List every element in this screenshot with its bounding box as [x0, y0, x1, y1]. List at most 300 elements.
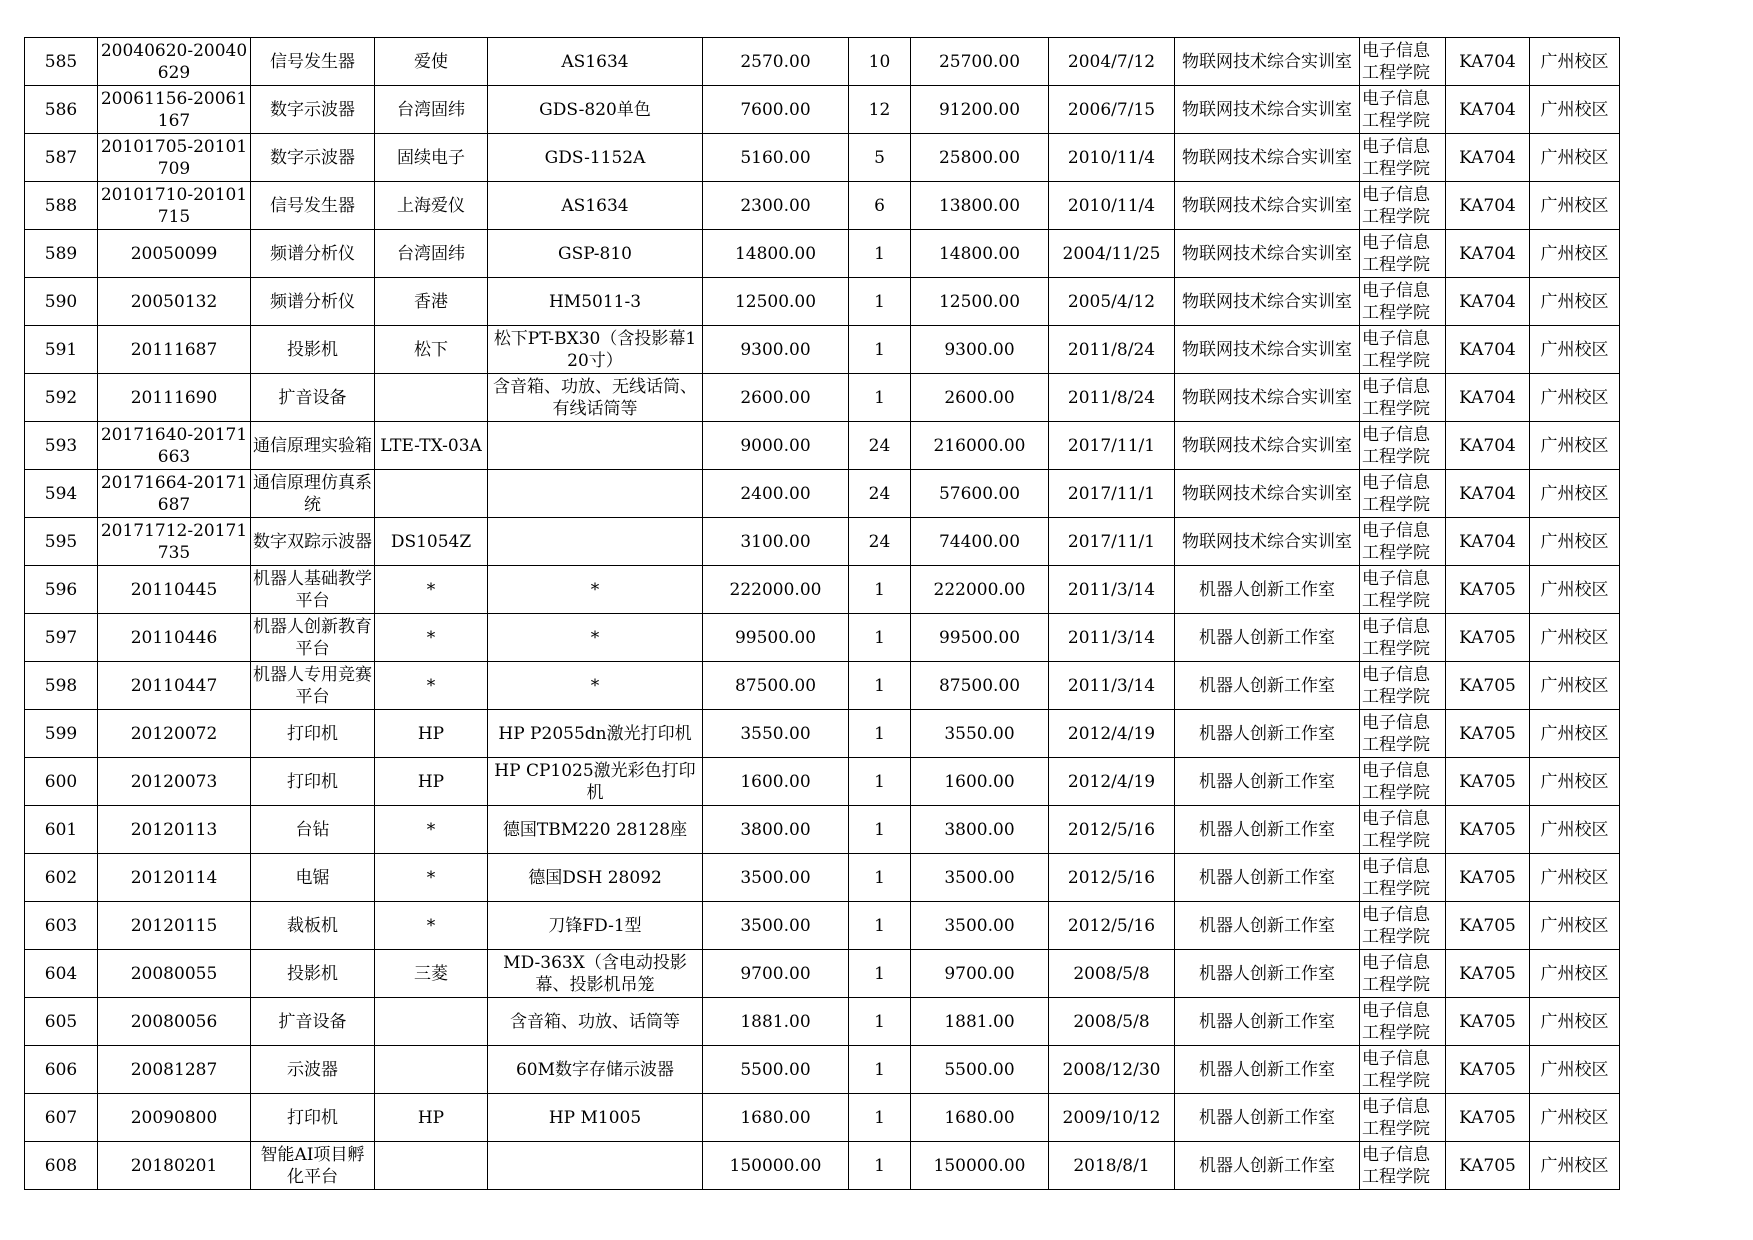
lab-name-cell: 物联网技术综合实训室: [1175, 326, 1360, 374]
equipment-name-cell: 数字示波器: [251, 86, 375, 134]
room-number-cell: KA705: [1446, 662, 1530, 710]
brand-cell: [375, 374, 488, 422]
model-spec-cell: 松下PT-BX30（含投影幕120寸）: [488, 326, 703, 374]
row-number-cell: 596: [25, 566, 98, 614]
row-number-cell: 607: [25, 1094, 98, 1142]
total-amount-cell: 25800.00: [911, 134, 1049, 182]
room-number-cell: KA705: [1446, 758, 1530, 806]
room-number-cell: KA705: [1446, 902, 1530, 950]
unit-price-cell: 87500.00: [703, 662, 849, 710]
room-number-cell: KA704: [1446, 326, 1530, 374]
department-cell: 电子信息工程学院: [1360, 326, 1446, 374]
quantity-cell: 1: [849, 998, 911, 1046]
lab-name-cell: 物联网技术综合实训室: [1175, 374, 1360, 422]
row-number-cell: 586: [25, 86, 98, 134]
brand-cell: 爱使: [375, 38, 488, 86]
room-number-cell: KA705: [1446, 710, 1530, 758]
quantity-cell: 1: [849, 566, 911, 614]
table-row: [25, 278, 1620, 326]
unit-price-cell: 2300.00: [703, 182, 849, 230]
quantity-cell: 1: [849, 1142, 911, 1190]
purchase-date-cell: 2017/11/1: [1049, 518, 1175, 566]
campus-cell: 广州校区: [1530, 230, 1620, 278]
brand-cell: LTE-TX-03A: [375, 422, 488, 470]
department-cell: 电子信息工程学院: [1360, 470, 1446, 518]
campus-cell: 广州校区: [1530, 470, 1620, 518]
purchase-date-cell: 2012/5/16: [1049, 902, 1175, 950]
row-number-cell: 595: [25, 518, 98, 566]
asset-number-cell: 20080056: [98, 998, 251, 1046]
campus-cell: 广州校区: [1530, 854, 1620, 902]
equipment-name-cell: 打印机: [251, 710, 375, 758]
model-spec-cell: *: [488, 662, 703, 710]
total-amount-cell: 3500.00: [911, 854, 1049, 902]
department-cell: 电子信息工程学院: [1360, 86, 1446, 134]
brand-cell: 上海爱仪: [375, 182, 488, 230]
purchase-date-cell: 2008/5/8: [1049, 950, 1175, 998]
department-cell: 电子信息工程学院: [1360, 230, 1446, 278]
table-row: [25, 806, 1620, 854]
equipment-name-cell: 智能AI项目孵化平台: [251, 1142, 375, 1190]
equipment-name-cell: 投影机: [251, 950, 375, 998]
total-amount-cell: 150000.00: [911, 1142, 1049, 1190]
table-row: [25, 662, 1620, 710]
brand-cell: 固续电子: [375, 134, 488, 182]
purchase-date-cell: 2011/3/14: [1049, 566, 1175, 614]
campus-cell: 广州校区: [1530, 1094, 1620, 1142]
model-spec-cell: [488, 470, 703, 518]
brand-cell: *: [375, 806, 488, 854]
equipment-name-cell: 台钻: [251, 806, 375, 854]
total-amount-cell: 12500.00: [911, 278, 1049, 326]
row-number-cell: 606: [25, 1046, 98, 1094]
quantity-cell: 1: [849, 758, 911, 806]
total-amount-cell: 14800.00: [911, 230, 1049, 278]
model-spec-cell: 德国TBM220 28128座: [488, 806, 703, 854]
total-amount-cell: 3800.00: [911, 806, 1049, 854]
unit-price-cell: 3500.00: [703, 902, 849, 950]
department-cell: 电子信息工程学院: [1360, 998, 1446, 1046]
brand-cell: HP: [375, 710, 488, 758]
purchase-date-cell: 2012/5/16: [1049, 806, 1175, 854]
room-number-cell: KA705: [1446, 1046, 1530, 1094]
total-amount-cell: 9700.00: [911, 950, 1049, 998]
equipment-name-cell: 扩音设备: [251, 374, 375, 422]
department-cell: 电子信息工程学院: [1360, 374, 1446, 422]
campus-cell: 广州校区: [1530, 518, 1620, 566]
total-amount-cell: 74400.00: [911, 518, 1049, 566]
unit-price-cell: 2400.00: [703, 470, 849, 518]
purchase-date-cell: 2008/12/30: [1049, 1046, 1175, 1094]
purchase-date-cell: 2012/4/19: [1049, 710, 1175, 758]
lab-name-cell: 机器人创新工作室: [1175, 902, 1360, 950]
unit-price-cell: 1881.00: [703, 998, 849, 1046]
asset-number-cell: 20111690: [98, 374, 251, 422]
department-cell: 电子信息工程学院: [1360, 134, 1446, 182]
unit-price-cell: 2570.00: [703, 38, 849, 86]
campus-cell: 广州校区: [1530, 998, 1620, 1046]
brand-cell: HP: [375, 1094, 488, 1142]
asset-number-cell: 20080055: [98, 950, 251, 998]
department-cell: 电子信息工程学院: [1360, 1046, 1446, 1094]
unit-price-cell: 150000.00: [703, 1142, 849, 1190]
lab-name-cell: 物联网技术综合实训室: [1175, 470, 1360, 518]
room-number-cell: KA705: [1446, 614, 1530, 662]
brand-cell: *: [375, 566, 488, 614]
row-number-cell: 588: [25, 182, 98, 230]
asset-number-cell: 20061156-20061167: [98, 86, 251, 134]
purchase-date-cell: 2004/7/12: [1049, 38, 1175, 86]
equipment-name-cell: 机器人创新教育平台: [251, 614, 375, 662]
total-amount-cell: 1600.00: [911, 758, 1049, 806]
quantity-cell: 10: [849, 38, 911, 86]
purchase-date-cell: 2011/3/14: [1049, 662, 1175, 710]
row-number-cell: 597: [25, 614, 98, 662]
lab-name-cell: 机器人创新工作室: [1175, 758, 1360, 806]
lab-name-cell: 物联网技术综合实训室: [1175, 182, 1360, 230]
asset-number-cell: 20120072: [98, 710, 251, 758]
campus-cell: 广州校区: [1530, 278, 1620, 326]
brand-cell: 台湾固纬: [375, 86, 488, 134]
quantity-cell: 1: [849, 1046, 911, 1094]
asset-number-cell: 20180201: [98, 1142, 251, 1190]
table-row: [25, 614, 1620, 662]
department-cell: 电子信息工程学院: [1360, 758, 1446, 806]
brand-cell: [375, 998, 488, 1046]
asset-number-cell: 20171712-20171735: [98, 518, 251, 566]
purchase-date-cell: 2012/5/16: [1049, 854, 1175, 902]
total-amount-cell: 216000.00: [911, 422, 1049, 470]
asset-number-cell: 20101710-20101715: [98, 182, 251, 230]
room-number-cell: KA705: [1446, 806, 1530, 854]
table-row: [25, 326, 1620, 374]
room-number-cell: KA704: [1446, 278, 1530, 326]
unit-price-cell: 14800.00: [703, 230, 849, 278]
asset-number-cell: 20120115: [98, 902, 251, 950]
total-amount-cell: 9300.00: [911, 326, 1049, 374]
row-number-cell: 587: [25, 134, 98, 182]
room-number-cell: KA705: [1446, 1142, 1530, 1190]
model-spec-cell: HP CP1025激光彩色打印机: [488, 758, 703, 806]
quantity-cell: 24: [849, 422, 911, 470]
room-number-cell: KA704: [1446, 134, 1530, 182]
total-amount-cell: 1680.00: [911, 1094, 1049, 1142]
unit-price-cell: 7600.00: [703, 86, 849, 134]
purchase-date-cell: 2004/11/25: [1049, 230, 1175, 278]
lab-name-cell: 机器人创新工作室: [1175, 1094, 1360, 1142]
purchase-date-cell: 2005/4/12: [1049, 278, 1175, 326]
equipment-name-cell: 扩音设备: [251, 998, 375, 1046]
model-spec-cell: 德国DSH 28092: [488, 854, 703, 902]
total-amount-cell: 3500.00: [911, 902, 1049, 950]
room-number-cell: KA704: [1446, 182, 1530, 230]
unit-price-cell: 9000.00: [703, 422, 849, 470]
equipment-name-cell: 电锯: [251, 854, 375, 902]
purchase-date-cell: 2018/8/1: [1049, 1142, 1175, 1190]
table-row: [25, 86, 1620, 134]
equipment-name-cell: 裁板机: [251, 902, 375, 950]
model-spec-cell: 60M数字存储示波器: [488, 1046, 703, 1094]
table-row: [25, 470, 1620, 518]
department-cell: 电子信息工程学院: [1360, 662, 1446, 710]
equipment-name-cell: 数字双踪示波器: [251, 518, 375, 566]
brand-cell: 松下: [375, 326, 488, 374]
brand-cell: HP: [375, 758, 488, 806]
purchase-date-cell: 2006/7/15: [1049, 86, 1175, 134]
quantity-cell: 24: [849, 470, 911, 518]
campus-cell: 广州校区: [1530, 710, 1620, 758]
model-spec-cell: GDS-1152A: [488, 134, 703, 182]
purchase-date-cell: 2011/3/14: [1049, 614, 1175, 662]
quantity-cell: 1: [849, 1094, 911, 1142]
department-cell: 电子信息工程学院: [1360, 902, 1446, 950]
lab-name-cell: 机器人创新工作室: [1175, 1142, 1360, 1190]
model-spec-cell: MD-363X（含电动投影幕、投影机吊笼: [488, 950, 703, 998]
equipment-name-cell: 机器人专用竞赛平台: [251, 662, 375, 710]
quantity-cell: 24: [849, 518, 911, 566]
department-cell: 电子信息工程学院: [1360, 854, 1446, 902]
asset-number-cell: 20101705-20101709: [98, 134, 251, 182]
department-cell: 电子信息工程学院: [1360, 278, 1446, 326]
purchase-date-cell: 2010/11/4: [1049, 134, 1175, 182]
department-cell: 电子信息工程学院: [1360, 710, 1446, 758]
table-row: [25, 758, 1620, 806]
equipment-name-cell: 打印机: [251, 758, 375, 806]
model-spec-cell: *: [488, 614, 703, 662]
room-number-cell: KA704: [1446, 38, 1530, 86]
quantity-cell: 6: [849, 182, 911, 230]
model-spec-cell: HP M1005: [488, 1094, 703, 1142]
model-spec-cell: AS1634: [488, 182, 703, 230]
unit-price-cell: 1680.00: [703, 1094, 849, 1142]
equipment-name-cell: 信号发生器: [251, 182, 375, 230]
department-cell: 电子信息工程学院: [1360, 422, 1446, 470]
unit-price-cell: 9700.00: [703, 950, 849, 998]
campus-cell: 广州校区: [1530, 86, 1620, 134]
table-row: [25, 230, 1620, 278]
table-row: [25, 854, 1620, 902]
total-amount-cell: 57600.00: [911, 470, 1049, 518]
unit-price-cell: 99500.00: [703, 614, 849, 662]
lab-name-cell: 物联网技术综合实训室: [1175, 518, 1360, 566]
row-number-cell: 598: [25, 662, 98, 710]
lab-name-cell: 机器人创新工作室: [1175, 614, 1360, 662]
lab-name-cell: 机器人创新工作室: [1175, 950, 1360, 998]
total-amount-cell: 3550.00: [911, 710, 1049, 758]
room-number-cell: KA704: [1446, 518, 1530, 566]
campus-cell: 广州校区: [1530, 1142, 1620, 1190]
brand-cell: [375, 1142, 488, 1190]
model-spec-cell: GDS-820单色: [488, 86, 703, 134]
lab-name-cell: 机器人创新工作室: [1175, 566, 1360, 614]
model-spec-cell: [488, 422, 703, 470]
row-number-cell: 591: [25, 326, 98, 374]
room-number-cell: KA705: [1446, 854, 1530, 902]
table-row: [25, 710, 1620, 758]
total-amount-cell: 1881.00: [911, 998, 1049, 1046]
brand-cell: [375, 1046, 488, 1094]
purchase-date-cell: 2017/11/1: [1049, 470, 1175, 518]
quantity-cell: 1: [849, 710, 911, 758]
asset-number-cell: 20111687: [98, 326, 251, 374]
asset-number-cell: 20171664-20171687: [98, 470, 251, 518]
lab-name-cell: 物联网技术综合实训室: [1175, 38, 1360, 86]
room-number-cell: KA704: [1446, 422, 1530, 470]
room-number-cell: KA705: [1446, 566, 1530, 614]
room-number-cell: KA705: [1446, 998, 1530, 1046]
lab-name-cell: 机器人创新工作室: [1175, 1046, 1360, 1094]
row-number-cell: 603: [25, 902, 98, 950]
model-spec-cell: HM5011-3: [488, 278, 703, 326]
row-number-cell: 590: [25, 278, 98, 326]
department-cell: 电子信息工程学院: [1360, 182, 1446, 230]
quantity-cell: 1: [849, 374, 911, 422]
total-amount-cell: 99500.00: [911, 614, 1049, 662]
equipment-name-cell: 投影机: [251, 326, 375, 374]
total-amount-cell: 13800.00: [911, 182, 1049, 230]
campus-cell: 广州校区: [1530, 758, 1620, 806]
quantity-cell: 1: [849, 278, 911, 326]
asset-number-cell: 20110445: [98, 566, 251, 614]
model-spec-cell: HP P2055dn激光打印机: [488, 710, 703, 758]
row-number-cell: 601: [25, 806, 98, 854]
department-cell: 电子信息工程学院: [1360, 38, 1446, 86]
asset-number-cell: 20090800: [98, 1094, 251, 1142]
lab-name-cell: 机器人创新工作室: [1175, 806, 1360, 854]
equipment-name-cell: 示波器: [251, 1046, 375, 1094]
purchase-date-cell: 2012/4/19: [1049, 758, 1175, 806]
lab-name-cell: 物联网技术综合实训室: [1175, 86, 1360, 134]
brand-cell: 香港: [375, 278, 488, 326]
equipment-name-cell: 数字示波器: [251, 134, 375, 182]
campus-cell: 广州校区: [1530, 1046, 1620, 1094]
campus-cell: 广州校区: [1530, 134, 1620, 182]
row-number-cell: 605: [25, 998, 98, 1046]
unit-price-cell: 12500.00: [703, 278, 849, 326]
asset-number-cell: 20171640-20171663: [98, 422, 251, 470]
equipment-name-cell: 信号发生器: [251, 38, 375, 86]
table-row: [25, 38, 1620, 86]
unit-price-cell: 222000.00: [703, 566, 849, 614]
model-spec-cell: 含音箱、功放、话筒等: [488, 998, 703, 1046]
lab-name-cell: 机器人创新工作室: [1175, 662, 1360, 710]
quantity-cell: 1: [849, 806, 911, 854]
department-cell: 电子信息工程学院: [1360, 1094, 1446, 1142]
unit-price-cell: 3800.00: [703, 806, 849, 854]
campus-cell: 广州校区: [1530, 662, 1620, 710]
model-spec-cell: GSP-810: [488, 230, 703, 278]
lab-name-cell: 物联网技术综合实训室: [1175, 422, 1360, 470]
total-amount-cell: 25700.00: [911, 38, 1049, 86]
equipment-name-cell: 打印机: [251, 1094, 375, 1142]
unit-price-cell: 2600.00: [703, 374, 849, 422]
total-amount-cell: 87500.00: [911, 662, 1049, 710]
campus-cell: 广州校区: [1530, 38, 1620, 86]
asset-number-cell: 20120113: [98, 806, 251, 854]
model-spec-cell: 含音箱、功放、无线话筒、有线话筒等: [488, 374, 703, 422]
quantity-cell: 1: [849, 230, 911, 278]
room-number-cell: KA704: [1446, 86, 1530, 134]
model-spec-cell: AS1634: [488, 38, 703, 86]
row-number-cell: 602: [25, 854, 98, 902]
table-row: [25, 518, 1620, 566]
room-number-cell: KA704: [1446, 374, 1530, 422]
brand-cell: [375, 470, 488, 518]
purchase-date-cell: 2017/11/1: [1049, 422, 1175, 470]
row-number-cell: 585: [25, 38, 98, 86]
row-number-cell: 604: [25, 950, 98, 998]
room-number-cell: KA704: [1446, 470, 1530, 518]
table-row: [25, 998, 1620, 1046]
asset-number-cell: 20050099: [98, 230, 251, 278]
brand-cell: *: [375, 854, 488, 902]
brand-cell: *: [375, 902, 488, 950]
table-row: [25, 1046, 1620, 1094]
lab-name-cell: 机器人创新工作室: [1175, 710, 1360, 758]
department-cell: 电子信息工程学院: [1360, 1142, 1446, 1190]
campus-cell: 广州校区: [1530, 950, 1620, 998]
purchase-date-cell: 2008/5/8: [1049, 998, 1175, 1046]
asset-number-cell: 20050132: [98, 278, 251, 326]
purchase-date-cell: 2009/10/12: [1049, 1094, 1175, 1142]
quantity-cell: 5: [849, 134, 911, 182]
purchase-date-cell: 2010/11/4: [1049, 182, 1175, 230]
asset-number-cell: 20081287: [98, 1046, 251, 1094]
row-number-cell: 594: [25, 470, 98, 518]
asset-number-cell: 20040620-20040629: [98, 38, 251, 86]
campus-cell: 广州校区: [1530, 182, 1620, 230]
purchase-date-cell: 2011/8/24: [1049, 374, 1175, 422]
lab-name-cell: 机器人创新工作室: [1175, 998, 1360, 1046]
campus-cell: 广州校区: [1530, 326, 1620, 374]
unit-price-cell: 3100.00: [703, 518, 849, 566]
row-number-cell: 593: [25, 422, 98, 470]
model-spec-cell: *: [488, 566, 703, 614]
brand-cell: *: [375, 662, 488, 710]
row-number-cell: 600: [25, 758, 98, 806]
campus-cell: 广州校区: [1530, 422, 1620, 470]
unit-price-cell: 3500.00: [703, 854, 849, 902]
row-number-cell: 592: [25, 374, 98, 422]
department-cell: 电子信息工程学院: [1360, 518, 1446, 566]
campus-cell: 广州校区: [1530, 902, 1620, 950]
quantity-cell: 1: [849, 854, 911, 902]
unit-price-cell: 5160.00: [703, 134, 849, 182]
room-number-cell: KA704: [1446, 230, 1530, 278]
quantity-cell: 1: [849, 326, 911, 374]
table-row: [25, 950, 1620, 998]
unit-price-cell: 5500.00: [703, 1046, 849, 1094]
quantity-cell: 1: [849, 902, 911, 950]
brand-cell: 台湾固纬: [375, 230, 488, 278]
brand-cell: *: [375, 614, 488, 662]
equipment-name-cell: 通信原理实验箱: [251, 422, 375, 470]
campus-cell: 广州校区: [1530, 614, 1620, 662]
unit-price-cell: 3550.00: [703, 710, 849, 758]
department-cell: 电子信息工程学院: [1360, 614, 1446, 662]
unit-price-cell: 9300.00: [703, 326, 849, 374]
row-number-cell: 599: [25, 710, 98, 758]
table-row: [25, 1142, 1620, 1190]
asset-number-cell: 20120114: [98, 854, 251, 902]
campus-cell: 广州校区: [1530, 806, 1620, 854]
asset-number-cell: 20110446: [98, 614, 251, 662]
equipment-name-cell: 频谱分析仪: [251, 230, 375, 278]
row-number-cell: 589: [25, 230, 98, 278]
table-row: [25, 1094, 1620, 1142]
model-spec-cell: [488, 518, 703, 566]
equipment-name-cell: 机器人基础教学平台: [251, 566, 375, 614]
